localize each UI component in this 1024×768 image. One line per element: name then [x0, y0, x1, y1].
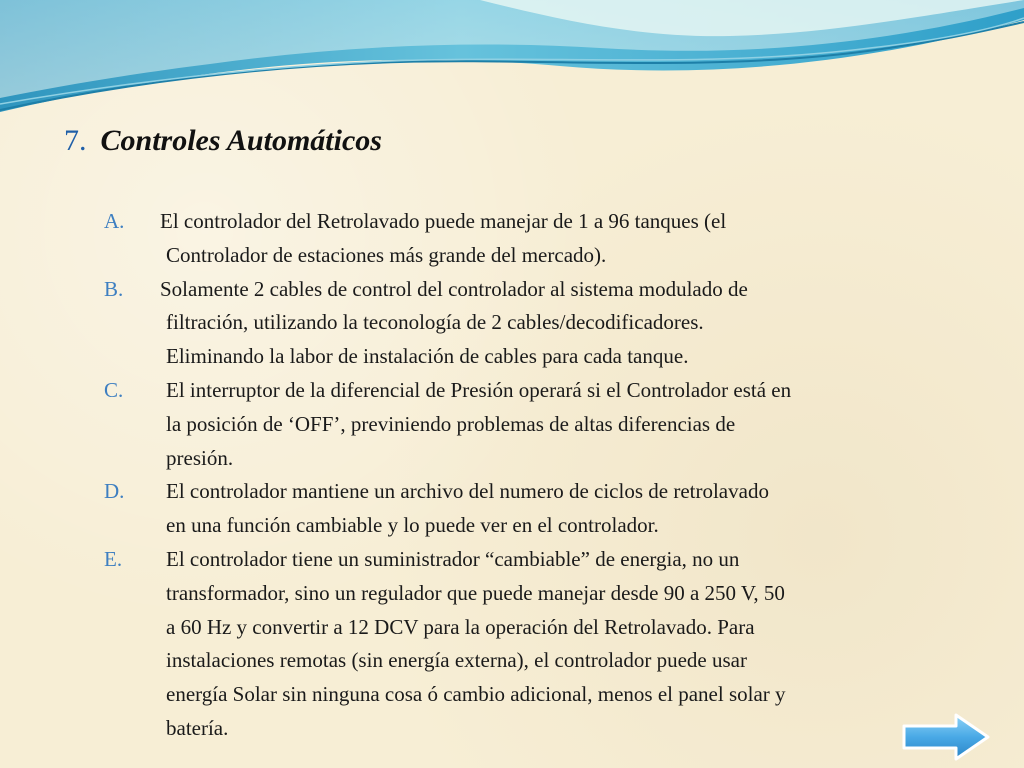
next-slide-button[interactable]	[900, 712, 992, 762]
item-marker: D.	[104, 479, 125, 504]
item-line: energía Solar sin ninguna cosa ó cambio adicional, menos el panel solar y	[166, 682, 786, 707]
item-line: Eliminando la labor de instalación de cables para cada tanque.	[166, 344, 689, 369]
item-line: presión.	[166, 445, 234, 470]
item-line: la posición de ‘OFF’, previniendo problemas de altas diferencias de	[166, 411, 736, 436]
list-item	[104, 273, 974, 374]
item-line: Solamente 2 cables de control del controlador al sistema modulado de	[160, 276, 748, 301]
title-text: Controles Automáticos	[100, 124, 382, 157]
item-line: Controlador de estaciones más grande del mercado).	[166, 242, 607, 267]
item-line: El controlador mantiene un archivo del numero de ciclos de retrolavado	[166, 479, 769, 504]
bullet-list	[104, 205, 974, 746]
item-marker: A.	[104, 209, 125, 233]
item-marker: C.	[104, 377, 124, 402]
arrow-right-icon	[904, 715, 988, 759]
item-line: a 60 Hz y convertir a 12 DCV para la operación del Retrolavado. Para	[166, 614, 755, 639]
item-marker: B.	[104, 276, 124, 301]
item-marker: E.	[104, 546, 123, 571]
list-item	[104, 475, 974, 543]
slide-title	[64, 124, 382, 158]
item-line: en una función cambiable y lo puede ver en el controlador.	[166, 513, 659, 538]
title-number: 7.	[64, 124, 87, 157]
list-item	[104, 543, 974, 746]
item-line: El interruptor de la diferencial de Presión operará si el Controlador está en	[166, 377, 792, 402]
list-item	[104, 374, 974, 475]
list-item	[104, 205, 974, 273]
item-line: transformador, sino un regulador que puede manejar desde 90 a 250 V, 50	[166, 580, 785, 605]
item-line: filtración, utilizando la teconología de 2 cables/decodificadores.	[166, 310, 704, 335]
item-line: instalaciones remotas (sin energía externa), el controlador puede usar	[166, 648, 747, 673]
item-line: El controlador del Retrolavado puede manejar de 1 a 96 tanques (el	[160, 209, 727, 233]
header-wave-decoration	[0, 0, 1024, 120]
item-line: batería.	[166, 715, 229, 740]
item-line: El controlador tiene un suministrador “cambiable” de energia, no un	[166, 546, 740, 571]
